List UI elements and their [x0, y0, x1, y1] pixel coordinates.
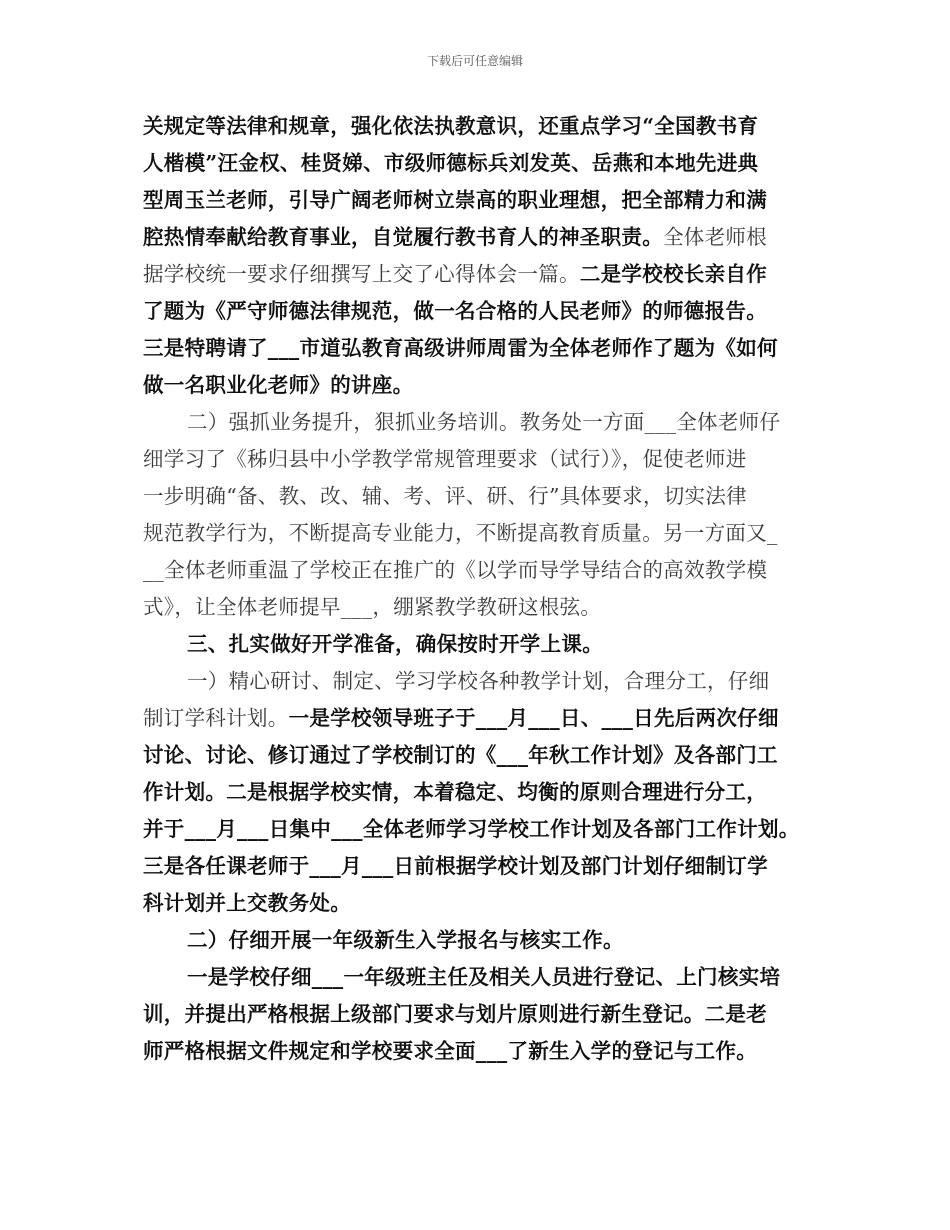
text-run: 科计划并上交教务处。	[143, 891, 351, 915]
text-line	[143, 367, 811, 404]
text-run: 一是学校仔细___一年级班主任及相关人员进行登记、上门核实培	[187, 965, 781, 989]
text-run: 一）精心研讨、制定、学习学校各种教学计划，合理分工，仔细	[187, 669, 770, 693]
text-run: 规范教学行为，不断提高专业能力，不断提高教育质量。另一方面又_	[143, 521, 778, 545]
text-line	[143, 404, 811, 441]
text-run: 全体老师根	[663, 225, 767, 249]
text-line	[143, 293, 811, 330]
text-run: 二是学校校长亲自作	[579, 262, 768, 286]
text-run: __全体老师重温了学校正在推广的《以学而导学导结合的高效教学模	[143, 558, 768, 582]
text-run: 据学校统一要求仔细撰写上交了心得体会一篇。	[143, 262, 580, 286]
text-run: 制订学科计划。	[143, 706, 289, 730]
text-line	[143, 774, 811, 811]
text-run: 二）强抓业务提升，狠抓业务培训。教务处一方面___全体老师仔	[187, 410, 781, 434]
text-line	[143, 922, 811, 959]
text-run: 关规定等法律和规章，强化依法执教意识，还重点学习“全国教书育	[143, 114, 759, 138]
text-run: 二）仔细开展一年级新生入学报名与核实工作。	[187, 928, 624, 952]
text-line	[143, 478, 811, 515]
text-line	[143, 996, 811, 1033]
text-run: 作计划。二是根据学校实情，本着稳定、均衡的原则合理进行分工，	[143, 780, 767, 804]
text-line	[143, 1033, 811, 1070]
text-line	[143, 959, 811, 996]
text-run: 并于___月___日集中___全体老师学习学校工作计划及各部门工作计划。	[143, 817, 800, 841]
text-line	[143, 663, 811, 700]
text-line	[143, 737, 811, 774]
text-line	[143, 145, 811, 182]
text-run: 做一名职业化老师》的讲座。	[143, 373, 414, 397]
text-run: 人楷模”汪金权、桂贤娣、市级师德标兵刘发英、岳燕和本地先进典	[143, 151, 759, 175]
text-run: 一是学校领导班子于___月___日、___日先后两次仔细	[288, 706, 779, 730]
text-line	[143, 626, 811, 663]
text-run: 细学习了《秭归县中小学教学常规管理要求（试行）》，促使老师进	[143, 447, 747, 471]
text-run: 腔热情奉献给教育事业，自觉履行教书育人的神圣职责。	[143, 225, 663, 249]
text-line	[143, 700, 811, 737]
text-line	[143, 330, 811, 367]
page-header: 下载后可任意编辑	[426, 54, 523, 68]
text-run: 训，并提出严格根据上级部门要求与划片原则进行新生登记。二是老	[143, 1002, 767, 1026]
text-line	[143, 256, 811, 293]
document-body	[143, 108, 811, 1070]
text-run: 三是特聘请了___市道弘教育高级讲师周雷为全体老师作了题为《如何	[143, 336, 778, 360]
text-line	[143, 182, 811, 219]
text-line	[143, 589, 811, 626]
text-line	[143, 108, 811, 145]
text-run: 三是各任课老师于___月___日前根据学校计划及部门计划仔细制订学	[143, 854, 768, 878]
text-line	[143, 848, 811, 885]
text-line	[143, 811, 811, 848]
text-run: 一步明确“备、教、改、辅、考、评、研、行”具体要求，切实法律	[143, 484, 747, 508]
text-run: 了题为《严守师德法律规范，做一名合格的人民老师》的师德报告。	[143, 299, 767, 323]
text-line	[143, 552, 811, 589]
text-run: 型周玉兰老师，引导广阔老师树立崇高的职业理想，把全部精力和满	[143, 188, 767, 212]
text-run: 讨论、讨论、修订通过了学校制订的《___年秋工作计划》及各部门工	[143, 743, 778, 767]
text-line	[143, 515, 811, 552]
text-line	[143, 219, 811, 256]
text-run: 三、扎实做好开学准备，确保按时开学上课。	[187, 632, 603, 656]
text-run: 师严格根据文件规定和学校要求全面___了新生入学的登记与工作。	[143, 1039, 758, 1063]
text-line	[143, 441, 811, 478]
text-line	[143, 885, 811, 922]
text-run: 式》，让全体老师提早___，绷紧教学教研这根弦。	[143, 595, 602, 619]
